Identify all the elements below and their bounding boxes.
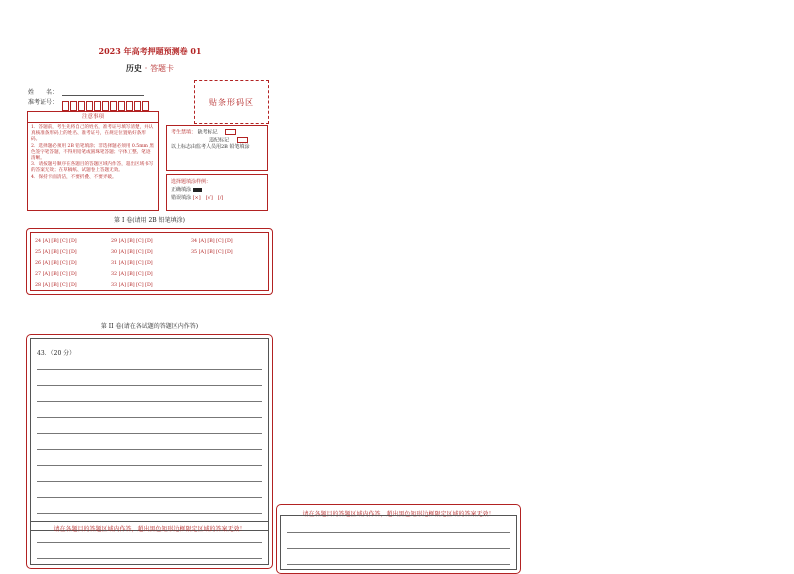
- fill-sample-box: [166, 174, 268, 211]
- card-subtitle: [0, 63, 300, 74]
- essay-area-continued: [276, 504, 521, 574]
- section2-title: 第 II 卷(请在各试题的答题区内作答): [100, 323, 199, 330]
- answer-row[interactable]: 33 [A] [B] [C] [D]: [111, 283, 153, 288]
- answer-row[interactable]: 25 [A] [B] [C] [D]: [35, 250, 77, 255]
- answer-warning: 请在各题目的答题区域内作答，超出黑色矩形边框限定区域的答案无效！: [302, 511, 495, 518]
- exam-title: 2023 年高考押题预测卷 01: [98, 46, 202, 56]
- answer-row[interactable]: 24 [A] [B] [C] [D]: [35, 239, 77, 244]
- section1-title: 第 I 卷(请用 2B 铅笔填涂): [114, 217, 185, 224]
- wrong-fill-label: 错误填涂: [171, 195, 192, 201]
- answer-row[interactable]: 32 [A] [B] [C] [D]: [111, 272, 153, 277]
- answer-row[interactable]: 31 [A] [B] [C] [D]: [111, 261, 153, 266]
- essay-area: [26, 334, 273, 569]
- violation-mark[interactable]: [237, 137, 248, 143]
- answer-row[interactable]: 26 [A] [B] [C] [D]: [35, 261, 77, 266]
- answer-row[interactable]: 30 [A] [B] [C] [D]: [111, 250, 153, 255]
- notes-box: [27, 111, 159, 211]
- card-label: 答题卡: [150, 64, 175, 73]
- answer-row[interactable]: 29 [A] [B] [C] [D]: [111, 239, 153, 244]
- absent-label: 缺考标记: [197, 129, 218, 136]
- correct-fill-mark: [193, 188, 202, 192]
- violation-label: 违纪标记: [209, 137, 230, 143]
- question-label: 43．（20 分）: [37, 350, 76, 357]
- notes-item: 4．保持卡面清洁，不要折叠、不要弄破。: [31, 174, 117, 180]
- correct-fill-label: 正确填涂: [171, 187, 192, 193]
- subject-label: 历史: [125, 63, 142, 73]
- status-label: 考生禁填：: [171, 129, 197, 136]
- name-label: 姓 名：: [28, 89, 59, 96]
- status-note: 以上标志由监考人员用2B 铅笔填涂: [171, 144, 250, 150]
- answer-box[interactable]: [30, 338, 269, 565]
- fill-sample-label: 选择题填涂样例：: [171, 179, 212, 185]
- notes-item: 1．答题前，考生先将自己的姓名，准考证号填写清楚，并认真核准条形码上的姓名、准考证号，在规定位置贴好条形码。: [31, 125, 154, 143]
- barcode-area: 贴条形码区: [194, 80, 269, 124]
- answer-warning: 请在各题目的答题区域内作答，超出黑色矩形边框限定区域的答案无效！: [53, 526, 246, 533]
- answer-row[interactable]: 27 [A] [B] [C] [D]: [35, 272, 77, 277]
- wrong-fill-marks: [×] [√] [/]: [192, 195, 224, 201]
- absent-mark[interactable]: [225, 129, 236, 135]
- id-label: 准考证号：: [28, 99, 59, 106]
- status-box: [166, 125, 268, 171]
- multiple-choice-area: [26, 228, 273, 295]
- subtitle-dot: ·: [144, 64, 148, 73]
- notes-item: 3．请按题号顺序在各题目的答题区域内作答，超出区域书写的答案无效；在草稿纸、试题卷上答题无效。: [31, 162, 154, 174]
- notes-heading: 注意事项: [28, 112, 158, 123]
- answer-row[interactable]: 28 [A] [B] [C] [D]: [35, 283, 77, 288]
- answer-row[interactable]: 34 [A] [B] [C] [D]: [191, 239, 233, 244]
- answer-row[interactable]: 35 [A] [B] [C] [D]: [191, 250, 233, 255]
- notes-item: 2．选择题必须用 2B 铅笔填涂；非选择题必须用 0.5mm 黑色签字笔答题，不得用铅笔或圆珠笔答题；字体工整、笔迹清晰。: [31, 143, 154, 162]
